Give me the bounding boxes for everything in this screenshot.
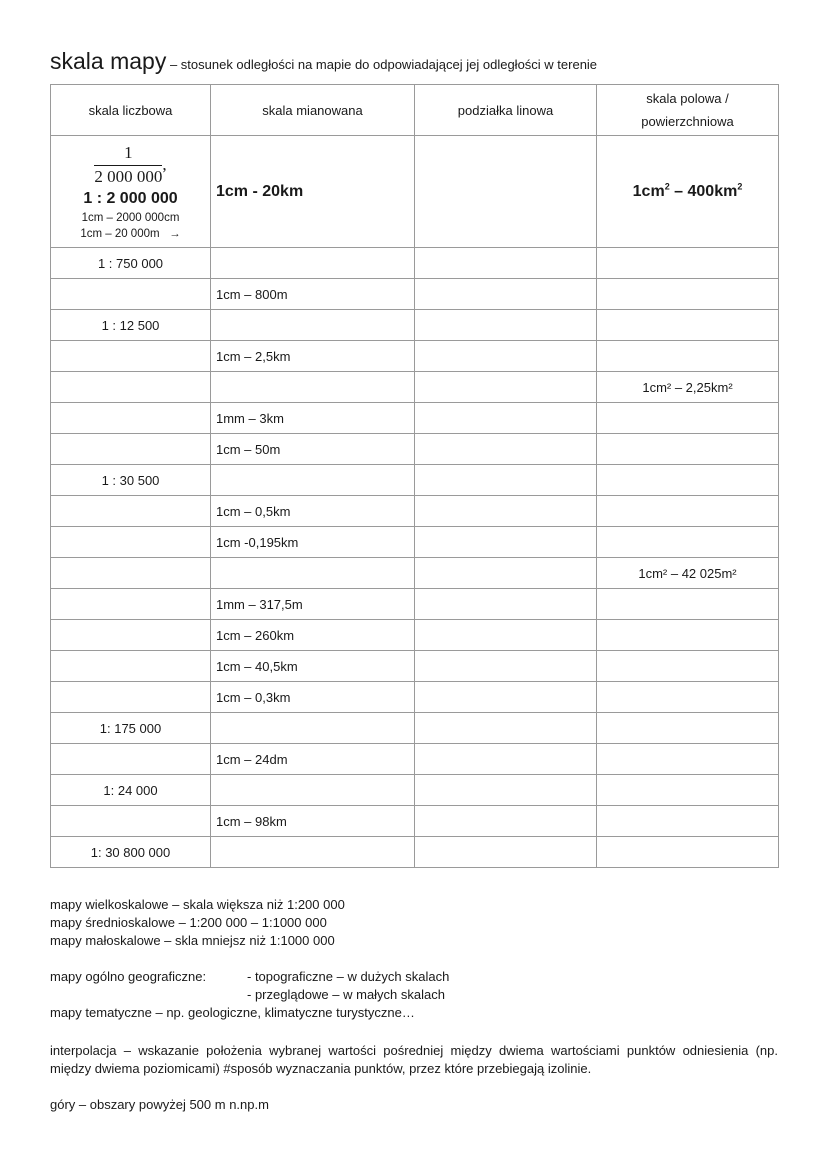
table-header-row: [51, 85, 779, 136]
linear-cell: [415, 341, 597, 372]
table-row: [51, 403, 779, 434]
named-cell: [211, 775, 415, 806]
numeric-cell: [51, 620, 211, 651]
linear-cell: [415, 558, 597, 589]
scale-fraction: [94, 144, 162, 186]
named-cell: [211, 558, 415, 589]
named-cell: 1cm – 50m: [211, 434, 415, 465]
example-area-sup2: 2: [737, 181, 743, 192]
header-named-scale: skala mianowana: [211, 85, 415, 136]
table-row: [51, 651, 779, 682]
named-cell: [211, 248, 415, 279]
area-cell: 1cm² – 42 025m²: [597, 558, 779, 589]
area-cell: [597, 248, 779, 279]
area-cell: [597, 837, 779, 868]
example-linear-cell: [415, 136, 597, 248]
numeric-cell: [51, 806, 211, 837]
numeric-cell: [51, 403, 211, 434]
linear-cell: [415, 651, 597, 682]
area-cell: [597, 434, 779, 465]
note-small-scale: mapy małoskalowe – skla mniejsz niż 1:1000 000: [50, 933, 335, 948]
linear-cell: [415, 837, 597, 868]
area-cell: [597, 806, 779, 837]
example-area-cell: [597, 136, 779, 248]
table-row: [51, 465, 779, 496]
numeric-cell: [51, 558, 211, 589]
table-row: [51, 372, 779, 403]
numeric-cell: [51, 651, 211, 682]
numeric-cell: 1 : 750 000: [51, 248, 211, 279]
named-cell: [211, 372, 415, 403]
named-cell: 1cm – 2,5km: [211, 341, 415, 372]
linear-cell: [415, 372, 597, 403]
numeric-cell: [51, 744, 211, 775]
example-note-2: [56, 228, 205, 240]
linear-cell: [415, 713, 597, 744]
area-cell: 1cm² – 2,25km²: [597, 372, 779, 403]
area-cell: [597, 651, 779, 682]
area-cell: [597, 527, 779, 558]
scale-types-notes: [50, 896, 778, 950]
table-row: [51, 620, 779, 651]
named-cell: [211, 465, 415, 496]
table-row: [51, 713, 779, 744]
example-area-base: 1cm: [632, 182, 665, 200]
example-named: 1cm - 20km: [216, 182, 304, 200]
linear-cell: [415, 279, 597, 310]
example-named-cell: [211, 136, 415, 248]
note-interpolation: interpolacja – wskazanie położenia wybranej wartości pośredniej między dwiema wartościami punktów odniesienia (np. między dwiema poziomicami) #sposób wyznaczania punktów, przez które przebiegają izolinie.: [50, 1043, 778, 1076]
example-note-2-text: 1cm – 20 000m: [80, 227, 160, 240]
map-types-notes: [50, 968, 778, 1022]
numeric-cell: [51, 527, 211, 558]
table-row: [51, 496, 779, 527]
example-note-1: 1cm – 2000 000cm: [81, 211, 180, 224]
numeric-cell: [51, 496, 211, 527]
numeric-cell: 1: 30 800 000: [51, 837, 211, 868]
named-cell: 1cm – 98km: [211, 806, 415, 837]
area-cell: [597, 682, 779, 713]
example-area-mid: – 400km: [669, 182, 738, 200]
area-cell: [597, 589, 779, 620]
table-row: [51, 279, 779, 310]
numeric-cell: [51, 341, 211, 372]
note-large-scale: mapy wielkoskalowe – skala większa niż 1:200 000: [50, 897, 345, 912]
note-thematic-maps: mapy tematyczne – np. geologiczne, klimatyczne turystyczne…: [50, 1005, 415, 1020]
named-cell: 1cm -0,195km: [211, 527, 415, 558]
area-cell: [597, 465, 779, 496]
table-row: [51, 248, 779, 279]
numeric-cell: 1 : 12 500: [51, 310, 211, 341]
general-maps-label: mapy ogólno geograficzne:: [50, 969, 207, 984]
linear-cell: [415, 620, 597, 651]
named-cell: 1cm – 0,5km: [211, 496, 415, 527]
named-cell: 1mm – 3km: [211, 403, 415, 434]
area-cell: [597, 744, 779, 775]
header-area-scale: skala polowa / powierzchniowa: [597, 85, 779, 136]
linear-cell: [415, 310, 597, 341]
area-cell: [597, 403, 779, 434]
header-linear-scale: podziałka linowa: [415, 85, 597, 136]
header-numeric-scale: skala liczbowa: [51, 85, 211, 136]
named-cell: [211, 713, 415, 744]
example-area: [633, 183, 743, 200]
table-row: [51, 558, 779, 589]
area-cell: [597, 310, 779, 341]
table-row: [51, 744, 779, 775]
linear-cell: [415, 775, 597, 806]
named-cell: 1cm – 24dm: [211, 744, 415, 775]
note-mountains: góry – obszary powyżej 500 m n.np.m: [50, 1097, 269, 1112]
linear-cell: [415, 744, 597, 775]
area-cell: [597, 341, 779, 372]
numeric-cell: 1 : 30 500: [51, 465, 211, 496]
general-maps-item-2: - przeglądowe – w małych skalach: [247, 987, 445, 1002]
table-row: [51, 682, 779, 713]
table-row: [51, 434, 779, 465]
numeric-cell: 1: 175 000: [51, 713, 211, 744]
arrow-right-icon: →: [169, 227, 181, 240]
numeric-cell: [51, 589, 211, 620]
linear-cell: [415, 806, 597, 837]
table-row: [51, 589, 779, 620]
area-cell: [597, 713, 779, 744]
numeric-cell: 1: 24 000: [51, 775, 211, 806]
table-row: [51, 310, 779, 341]
named-cell: 1mm – 317,5m: [211, 589, 415, 620]
table-row-example: [51, 136, 779, 248]
named-cell: 1cm – 0,3km: [211, 682, 415, 713]
named-cell: 1cm – 800m: [211, 279, 415, 310]
table-row: [51, 341, 779, 372]
linear-cell: [415, 434, 597, 465]
named-cell: 1cm – 260km: [211, 620, 415, 651]
table-row: [51, 837, 779, 868]
fraction-comma: ,: [162, 154, 167, 174]
linear-cell: [415, 527, 597, 558]
linear-cell: [415, 248, 597, 279]
numeric-cell: [51, 434, 211, 465]
area-cell: [597, 620, 779, 651]
linear-cell: [415, 589, 597, 620]
linear-cell: [415, 403, 597, 434]
table-row: [51, 527, 779, 558]
example-numeric-cell: [51, 136, 211, 248]
area-cell: [597, 496, 779, 527]
fraction-numerator: 1: [94, 144, 162, 166]
linear-cell: [415, 496, 597, 527]
table-row: [51, 775, 779, 806]
scales-table: [50, 84, 779, 868]
area-cell: [597, 279, 779, 310]
named-cell: 1cm – 40,5km: [211, 651, 415, 682]
fraction-denominator: 2 000 000: [94, 166, 163, 186]
table-row: [51, 806, 779, 837]
numeric-cell: [51, 682, 211, 713]
linear-cell: [415, 682, 597, 713]
note-general-maps: [50, 968, 778, 986]
named-cell: [211, 310, 415, 341]
numeric-cell: [51, 372, 211, 403]
example-area-sup: 2: [664, 181, 670, 192]
general-maps-item-1: - topograficzne – w dużych skalach: [247, 969, 450, 984]
title-subtitle: – stosunek odległości na mapie do odpowiadającej jej odległości w terenie: [166, 57, 598, 72]
numeric-cell: [51, 279, 211, 310]
named-cell: [211, 837, 415, 868]
linear-cell: [415, 465, 597, 496]
page-title: [50, 48, 597, 75]
example-ratio: 1 : 2 000 000: [83, 189, 178, 207]
note-medium-scale: mapy średnioskalowe – 1:200 000 – 1:1000 000: [50, 915, 327, 930]
area-cell: [597, 775, 779, 806]
title-main: skala mapy: [50, 48, 167, 74]
